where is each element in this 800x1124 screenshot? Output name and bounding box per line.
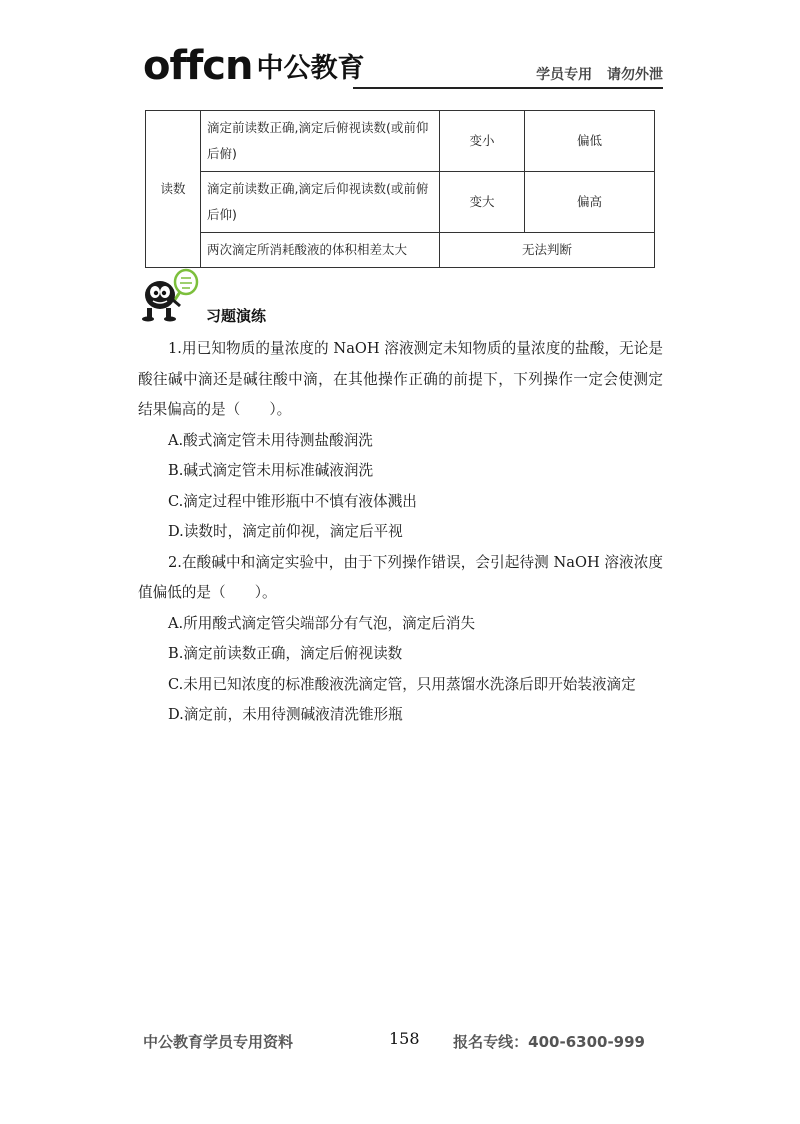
mascot-reading-icon bbox=[138, 268, 202, 322]
result-cell: 偏低 bbox=[525, 111, 655, 172]
footer-hotline: 报名专线：400-6300-999 bbox=[453, 1033, 645, 1051]
question-option: B.碱式滴定管未用标准碱液润洗 bbox=[168, 462, 374, 479]
question-option: C.未用已知浓度的标准酸液洗滴定管，只用蒸馏水洗涤后即开始装液滴定 bbox=[168, 675, 636, 693]
question-option: A.酸式滴定管未用待测盐酸润洗 bbox=[168, 431, 373, 449]
question-option: C.滴定过程中锥形瓶中不慎有液体溅出 bbox=[168, 492, 417, 510]
question-option: A.所用酸式滴定管尖端部分有气泡，滴定后消失 bbox=[168, 614, 476, 632]
logo-wordmark: offcn bbox=[143, 43, 253, 89]
question-option: D.滴定前，未用待测碱液清洗锥形瓶 bbox=[168, 706, 403, 723]
header-tagline: 学员专用 请勿外泄 bbox=[536, 67, 663, 83]
header-rule bbox=[353, 87, 663, 89]
footer-brand-text: 中公教育学员专用资料 bbox=[143, 1033, 294, 1051]
exercise-content bbox=[138, 334, 663, 731]
page-header bbox=[143, 38, 663, 90]
question-stem: 1.用已知物质的量浓度的 NaOH 溶液测定未知物质的量浓度的盐酸，无论是酸往碱中滴还是碱往酸中滴，在其他操作正确的前提下，下列操作一定会使测定结果偏高的是（ ）。 bbox=[138, 340, 663, 418]
change-cell: 变小 bbox=[440, 111, 525, 172]
section-title: 习题演练 bbox=[206, 307, 267, 325]
table-row bbox=[146, 172, 655, 233]
row-group-label: 读数 bbox=[146, 111, 201, 268]
operation-cell: 滴定前读数正确,滴定后俯视读数(或前仰后俯) bbox=[201, 111, 440, 172]
change-cell: 变大 bbox=[440, 172, 525, 233]
operation-cell: 滴定前读数正确,滴定后仰视读数(或前俯后仰) bbox=[201, 172, 440, 233]
question-option: D.读数时，滴定前仰视，滴定后平视 bbox=[168, 523, 403, 540]
error-analysis-table bbox=[145, 110, 655, 268]
question-stem: 2.在酸碱中和滴定实验中，由于下列操作错误，会引起待测 NaOH 溶液浓度值偏低的是（ ）。 bbox=[138, 553, 663, 601]
question-option: B.滴定前读数正确，滴定后俯视读数 bbox=[168, 645, 403, 662]
result-cell: 偏高 bbox=[525, 172, 655, 233]
page-footer bbox=[143, 1029, 663, 1053]
exercise-section-heading bbox=[138, 268, 298, 324]
operation-cell: 两次滴定所消耗酸液的体积相差太大 bbox=[201, 233, 440, 268]
table-row bbox=[146, 111, 655, 172]
page-number: 158 bbox=[389, 1029, 420, 1048]
merged-result-cell: 无法判断 bbox=[440, 233, 655, 268]
offcn-logo bbox=[143, 43, 365, 89]
table-row bbox=[146, 233, 655, 268]
logo-chinese-name: 中公教育 bbox=[256, 53, 365, 84]
